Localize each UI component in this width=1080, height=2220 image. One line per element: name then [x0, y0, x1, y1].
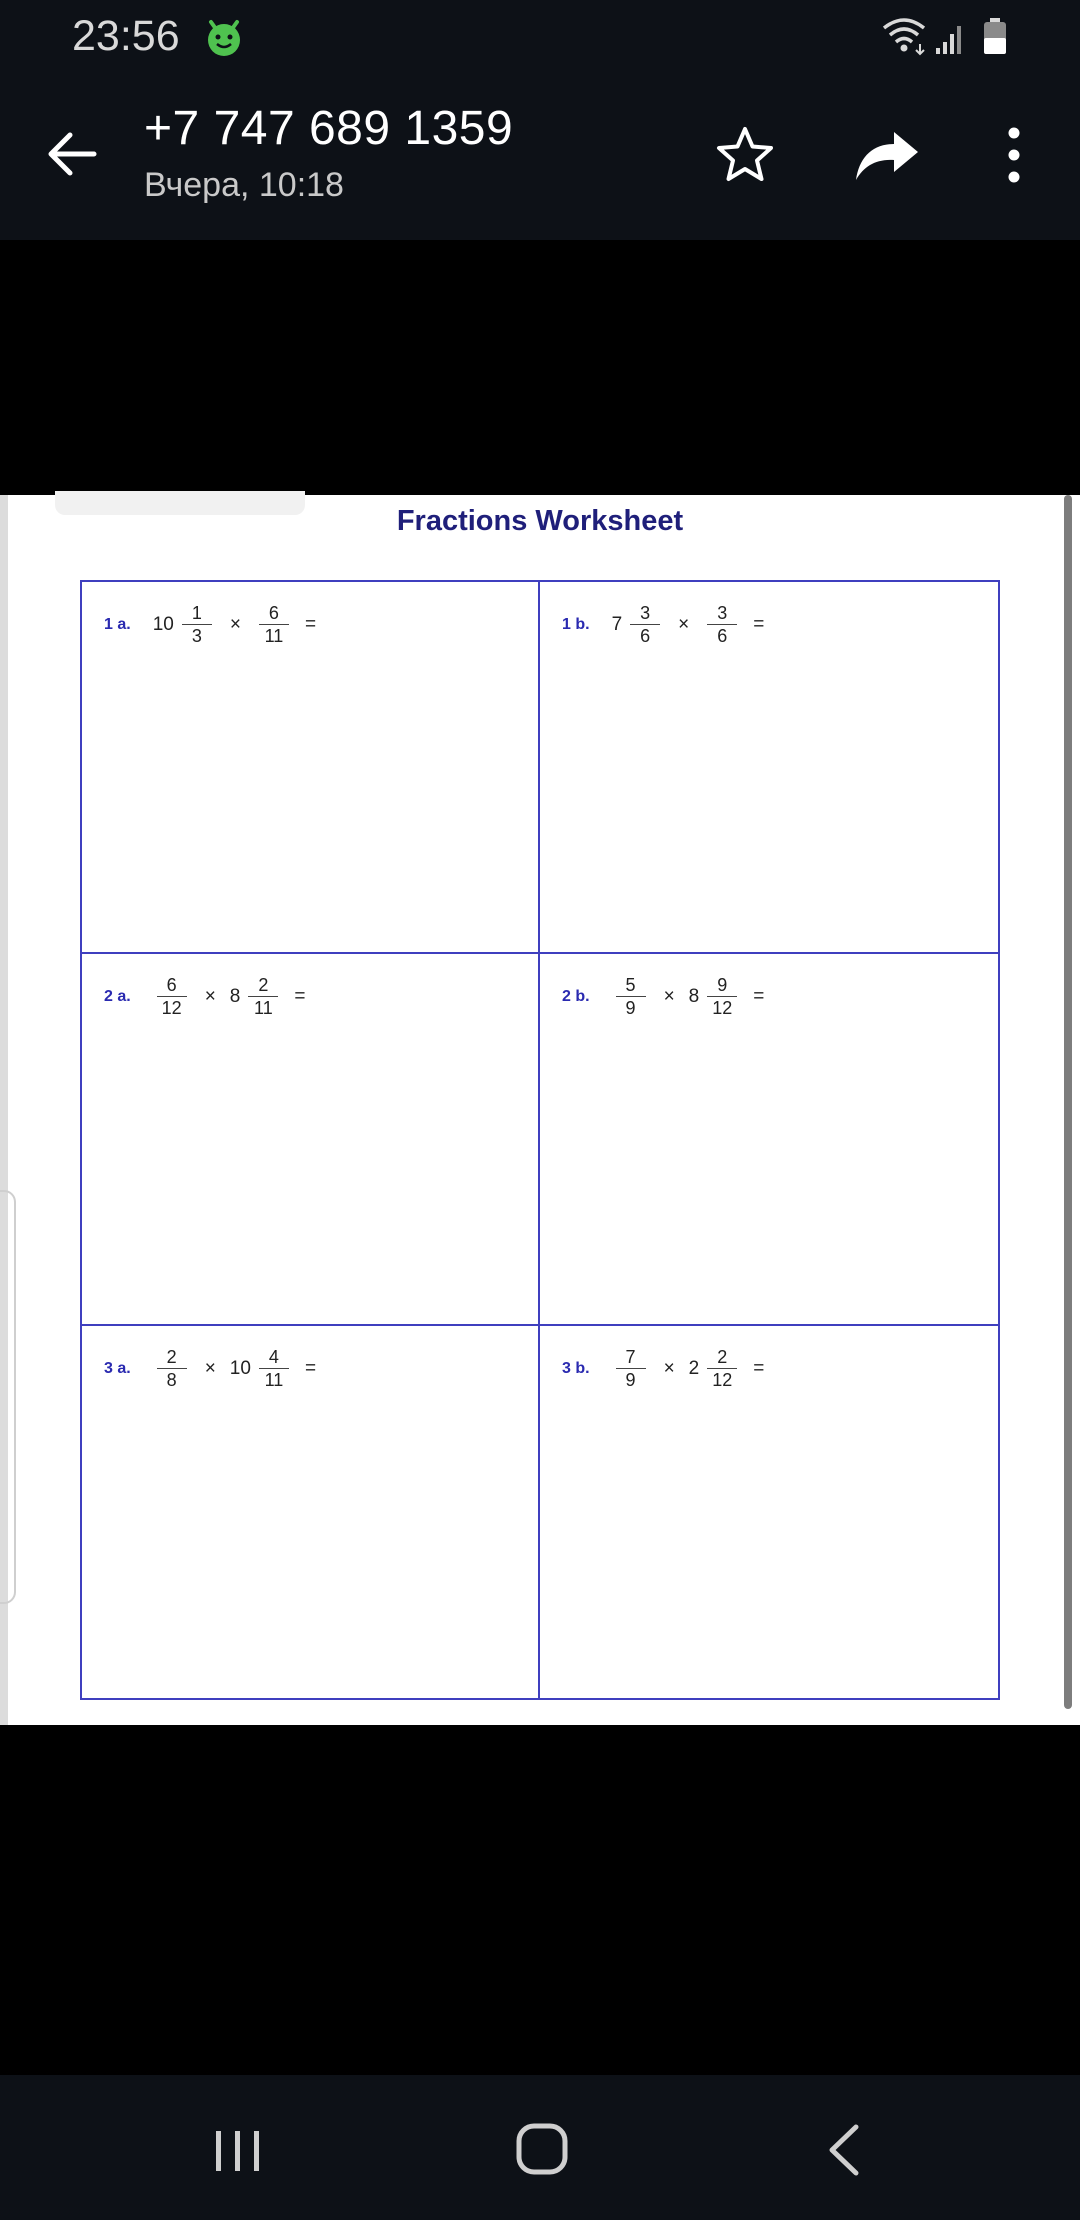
whole-number: 7 — [611, 613, 623, 635]
whole-number: 8 — [229, 985, 241, 1007]
worksheet-title: Fractions Worksheet — [396, 505, 684, 537]
fraction-numerator: 6 — [166, 975, 177, 995]
fraction — [157, 1346, 187, 1391]
fraction-denominator: 12 — [712, 998, 733, 1018]
problem-label: 3 a. — [104, 1359, 131, 1377]
viewer-scrollbar[interactable] — [1064, 495, 1072, 1709]
fraction-numerator: 2 — [166, 1347, 177, 1367]
app-header — [0, 72, 1080, 240]
problem-expression — [104, 974, 305, 1019]
fraction — [182, 602, 212, 647]
fraction-denominator: 6 — [717, 626, 728, 646]
whole-number: 8 — [688, 985, 700, 1007]
back-arrow-icon[interactable] — [40, 122, 104, 186]
problem-expression — [104, 1346, 316, 1391]
fraction-denominator: 6 — [640, 626, 651, 646]
fraction — [616, 974, 646, 1019]
multiply-sign: × — [229, 613, 241, 635]
multiply-sign: × — [204, 1357, 216, 1379]
fraction-numerator: 2 — [717, 1347, 728, 1367]
fraction-denominator: 8 — [166, 1370, 177, 1390]
problem-cell — [540, 1326, 998, 1698]
problem-cell — [82, 1326, 540, 1698]
equals-sign: = — [753, 985, 765, 1007]
problem-cell — [82, 582, 540, 954]
problem-expression — [562, 1346, 764, 1391]
recent-apps-icon[interactable] — [210, 2127, 266, 2175]
fraction — [259, 1346, 289, 1391]
battery-icon — [984, 18, 1006, 54]
problem-label: 2 a. — [104, 987, 131, 1005]
fraction-numerator: 5 — [625, 975, 636, 995]
multiply-sign: × — [663, 1357, 675, 1379]
problem-cell — [540, 582, 998, 954]
equals-sign: = — [304, 1357, 317, 1379]
problem-label: 2 b. — [562, 987, 590, 1005]
problem-expression — [104, 602, 316, 647]
fraction-numerator: 1 — [191, 603, 202, 623]
problem-cell — [82, 954, 540, 1326]
message-timestamp: Вчера, 10:18 — [144, 166, 344, 204]
status-icons — [880, 14, 1020, 58]
equals-sign: = — [294, 985, 306, 1007]
home-icon[interactable] — [515, 2121, 569, 2177]
fraction-numerator: 2 — [258, 975, 269, 995]
navigation-bar — [0, 2075, 1080, 2220]
fraction — [616, 1346, 646, 1391]
fraction — [707, 602, 737, 647]
whole-number: 2 — [688, 1357, 700, 1379]
fraction-denominator: 12 — [712, 1370, 733, 1390]
whole-number: 10 — [229, 1357, 251, 1379]
problem-label: 3 b. — [562, 1359, 590, 1377]
fraction-numerator: 3 — [717, 603, 728, 623]
fraction — [259, 602, 289, 647]
fraction-numerator: 9 — [717, 975, 728, 995]
more-vert-icon[interactable] — [992, 124, 1036, 186]
wifi-icon — [884, 20, 924, 54]
fraction-denominator: 9 — [625, 998, 636, 1018]
fraction — [707, 1346, 737, 1391]
multiply-sign: × — [663, 985, 675, 1007]
fraction-denominator: 11 — [264, 626, 284, 646]
status-bar — [0, 0, 1080, 72]
nav-back-icon[interactable] — [826, 2123, 862, 2177]
equals-sign: = — [753, 1357, 765, 1379]
status-time: 23:56 — [72, 12, 180, 60]
problem-expression — [562, 974, 764, 1019]
smiley-app-icon — [203, 16, 245, 58]
signal-icon — [936, 26, 961, 54]
whole-number: 10 — [152, 613, 174, 635]
contact-phone-number: +7 747 689 1359 — [144, 102, 514, 155]
equals-sign: = — [304, 613, 317, 635]
fraction-numerator: 4 — [268, 1347, 279, 1367]
equals-sign: = — [753, 613, 765, 635]
fraction — [707, 974, 737, 1019]
worksheet-grid — [80, 580, 1000, 1700]
star-icon[interactable] — [714, 124, 776, 186]
fraction-numerator: 3 — [640, 603, 651, 623]
fraction — [248, 974, 278, 1019]
fraction — [157, 974, 187, 1019]
multiply-sign: × — [204, 985, 216, 1007]
problem-label: 1 a. — [104, 615, 131, 633]
fraction — [630, 602, 660, 647]
multiply-sign: × — [678, 613, 690, 635]
fraction-numerator: 6 — [268, 603, 279, 623]
fraction-denominator: 11 — [254, 998, 273, 1018]
fraction-denominator: 3 — [191, 626, 202, 646]
problem-label: 1 b. — [562, 615, 590, 633]
edge-panel-handle[interactable] — [0, 1190, 16, 1604]
fraction-denominator: 12 — [161, 998, 182, 1018]
fraction-denominator: 9 — [625, 1370, 636, 1390]
share-icon[interactable] — [852, 124, 922, 186]
problem-expression — [562, 602, 764, 647]
fraction-denominator: 11 — [264, 1370, 284, 1390]
problem-cell — [540, 954, 998, 1326]
fraction-numerator: 7 — [625, 1347, 636, 1367]
